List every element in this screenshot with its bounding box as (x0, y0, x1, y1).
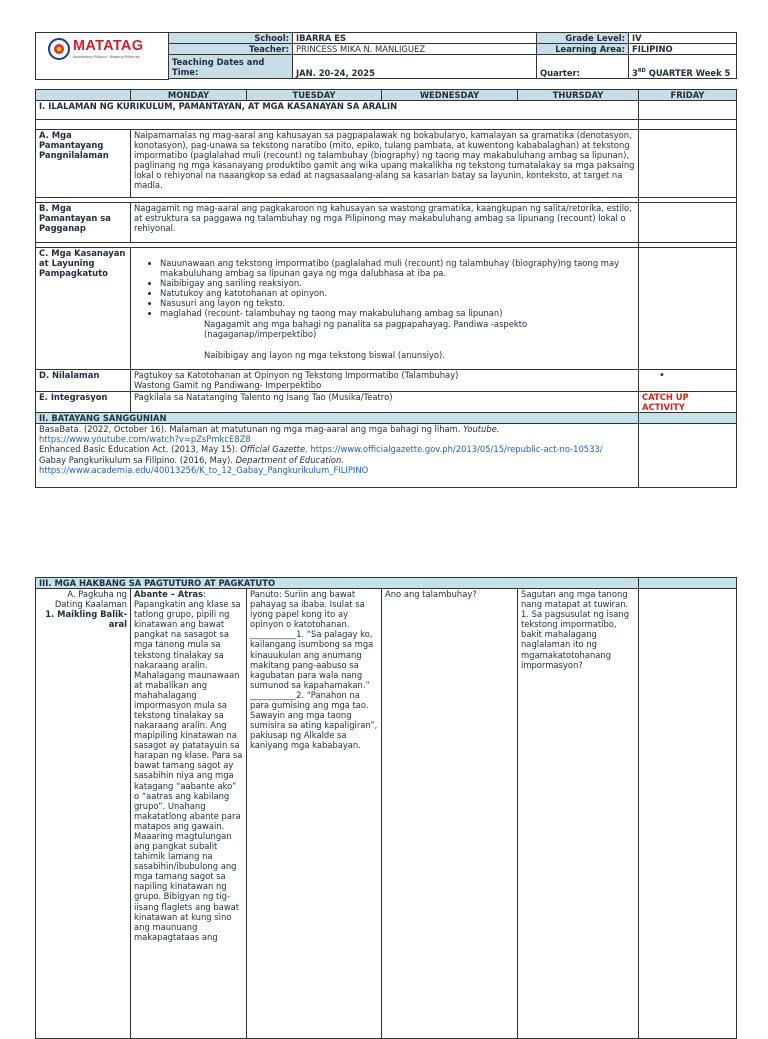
quarter-value: 3RD QUARTER Week 5 (629, 55, 737, 79)
monday-activity (131, 589, 247, 1039)
catch-up-activity: CATCH UP ACTIVITY (639, 392, 737, 413)
activity-text: : Papangkatin ang klase sa tatlong grupo, pipili ng kinatawan ang bawat pangkat na sasagot sa mga tanong mula sa tekstong tinalakay sa nakaraang aralin. Mahalagang maunawaan at mabalikan ang mahahalagang impormasyon mula sa tekstong tinalakay sa nakaraang aralin. Ang mapipiling kinatawan na sasagot ay patatayuin sa harapan ng klase. Para sa bawat tamang sagot ay sasabihin niya ang mga katagang “aabante ako” o “aatras ang kabilang grupo”. Unahang makatatlong abante para matapos ang gawain. Maaaring magtulungan ang pangkat subalit tahimik lamang na sasabihin/ibubulong ang mga tamang sagot sa napiling kinatawan ng grupo. Bibigyan ng tig-iisang flaglets ang bawat kinatawan at kung sino ang maunuang makapagtataas ang (134, 589, 243, 942)
content-line-1: Pagtukoy sa Katotohanan at Opinyon ng Tekstong Impormatibo (Talambuhay) (134, 370, 459, 381)
school-label: School: (169, 33, 293, 44)
learning-area-value: FILIPINO (629, 44, 737, 55)
short-review-label: 1. Maikling Balik-aral (45, 609, 127, 630)
activity-title: Abante – Atras (134, 589, 204, 600)
friday-cell (639, 578, 737, 589)
section-3-title: III. MGA HAKBANG SA PAGTUTURO AT PAGKATUTO (36, 578, 639, 589)
reference-1-link[interactable]: https://www.youtube.com/watch?v=pZsPmkcE8Z8 (39, 434, 251, 445)
day-header-monday: MONDAY (131, 90, 247, 101)
competency-sub-1: Nagagamit ang mga bahagi ng panalita sa pagpapahayag. Pandiwa -aspekto (nagaganap/imperpektibo) (204, 318, 528, 339)
friday-cell (639, 413, 737, 424)
quarter-label: Quarter: (537, 55, 629, 79)
reference-2: Enhanced Basic Education Act. (2013, May 15). Official Gazette. https://www.officialgazette.gov.ph/2013/05/15/republic-act-no-10533/ (39, 444, 603, 455)
logo-cell (35, 32, 169, 80)
friday-cell (639, 203, 737, 243)
learning-competencies-label: C. Mga Kasanayan at Layuning Pampagkatuto (36, 248, 131, 370)
friday-cell (639, 101, 737, 120)
instructions: Sagutan ang mga tanong nang matapat at tuwiran. (521, 589, 629, 610)
list-item: • Nasusuri ang layon ng teksto. (160, 298, 635, 308)
bullet: • (659, 370, 665, 382)
list-item: • Natutukoy ang katotohanan at opinyon. (160, 288, 635, 298)
thursday-activity (518, 589, 639, 1039)
wednesday-activity (382, 589, 518, 1039)
teacher-label: Teacher: (169, 44, 293, 55)
teaching-steps-table (35, 577, 737, 1039)
friday-cell (639, 589, 737, 1039)
day-header-thursday: THURSDAY (518, 90, 639, 101)
references-cell (36, 424, 639, 488)
friday-cell (639, 424, 737, 488)
day-header-tuesday: TUESDAY (247, 90, 382, 101)
friday-cell (639, 130, 737, 198)
instructions: Panuto: Suriin ang bawat pahayag sa ibaba. Isulat sa iyong papel kong ito ay opinyon o katotohanan. (250, 589, 365, 630)
header-info-table (168, 32, 737, 79)
spacer-row (36, 120, 639, 130)
grade-level-value: IV (629, 33, 737, 44)
learning-area-label: Learning Area: (537, 44, 629, 55)
teaching-dates-value: JAN. 20-24, 2025 (293, 55, 537, 79)
friday-cell (639, 120, 737, 130)
day-header-blank (36, 90, 131, 101)
question-item: 1. Sa pagsusulat ng isang tekstong impormatibo, bakit mahalagang naglalaman ito ng mgamakatotohanang impormasyon? (521, 609, 630, 670)
performance-standards-text: Nagagamit ng mag-aaral ang pagkakaroon ng kahusayan sa wastong gramatika, kaangkupan ng salita/retorika, estilo, at estruktura sa paggawa ng talambuhay ng mga Pilipinong may makabuluhang ambag sa lipunang (recount) lokal o rehiyonal. (131, 203, 639, 243)
section-2-title: II. BATAYANG SANGGUNIAN (36, 413, 639, 424)
content-line-2: Wastong Gamit ng Pandiwang- Imperpektibo (134, 380, 322, 391)
deped-seal-icon (48, 38, 70, 60)
integration-text: Pagkilala sa Natatanging Talento ng Isang Tao (Musika/Teatro) (131, 392, 639, 413)
content-standards-text: Naipamamalas ng mag-aaral ang kahusayan sa pagpapalawak ng bokabularyo, kamalayan sa gramatika (denotasyon, konotasyon), pag-unawa sa tekstong naratibo (mito, epiko, tulang pambata, at kuwentong kababalaghan) at tekstong impormatibo (paglalahad muli (recount) ng talambuhay (biography) ng taong may makabuluhang ambag sa lipunan), paglinang ng mga kasanayang produktibo gamit ang wika upang makalikha ng tekstong tumatalakay sa mga paksaing lokal o rehiyonal na naaangkop sa edad at nagsasaalang-alang sa kasarian batay sa layunin, konteksto, at target na madla. (131, 130, 639, 198)
teaching-dates-label: Teaching Dates and Time: (169, 55, 293, 79)
question-item: ___________2. “Panahon na para gumising ang mga tao. Sawayin ang mga taong sumisira sa ating kapaligiran”, pakiusap ng Alkalde sa kaniyang mga kababayan. (250, 689, 378, 751)
tuesday-activity (247, 589, 382, 1039)
teacher-value: PRINCESS MIKA N. MANLIGUEZ (293, 44, 537, 55)
lesson-plan-table (35, 89, 737, 488)
learning-competencies-cell (131, 248, 639, 370)
list-item: • maglahad (recount- talambuhay ng taong may makabuluhang ambag sa lipunan) (160, 308, 635, 318)
school-value: IBARRA ES (293, 33, 537, 44)
reference-2-link[interactable]: https://www.officialgazette.gov.ph/2013/05/15/republic-act-no-10533/ (310, 444, 603, 455)
reference-3-link[interactable]: https://www.academia.edu/40013256/K_to_12_Gabay_Pangkurikulum_FILIPINO (39, 464, 369, 475)
day-header-friday: FRIDAY (639, 90, 737, 101)
integration-label: E. Integrasyon (36, 392, 131, 413)
day-header-wednesday: WEDNESDAY (382, 90, 518, 101)
activity-label-cell (36, 589, 131, 1039)
friday-content-cell (639, 370, 737, 392)
question-item: ___________1. “Sa palagay ko, kailangang isumbong sa mga kinauukulan ang anumang makitang pang-aabuso sa kagubatan para wala nang sumunod sa kapahamakan.” (250, 629, 374, 690)
list-item: • Naibibigay ang sariling reaksiyon. (160, 278, 635, 288)
friday-cell (639, 248, 737, 370)
reference-1: BasaBata. (2022, October 16). Malaman at matutunan ng mga mag-aaral ang mga bahagi ng liham. Youtube. (39, 424, 500, 435)
competencies-list (134, 258, 635, 318)
grade-level-label: Grade Level: (537, 33, 629, 44)
logo-text: MATATAG (73, 38, 144, 54)
list-item: • Nauunawaan ang tekstong impormatibo (paglalahad muli (recount) ng talambuhay (biography)ng taong may makabuluhang ambag sa lipunan gaya ng mga dalubhasa at iba pa. (160, 258, 635, 278)
reference-3: Gabay Pangkurikulum sa Filipino. (2016, May). Department of Education. (39, 454, 344, 465)
content-label: D. Nilalaman (36, 370, 131, 392)
logo-subtext: Kalakalang Pilipino · Bagong Pilipinas (73, 55, 140, 59)
performance-standards-label: B. Mga Pamantayan sa Pagganap (36, 203, 131, 243)
competency-sub-2: Naibibigay ang layon ng mga tekstong biswal (anunsiyo). (204, 349, 445, 360)
prior-knowledge-label: A. Pagkuha ng Dating Kaalaman (54, 589, 127, 610)
content-standards-label: A. Mga Pamantayang Pangnilalaman (36, 130, 131, 198)
content-text (131, 370, 639, 392)
question-text: Ano ang talambuhay? (385, 589, 477, 600)
section-1-title: I. ILALAMAN NG KURIKULUM, PAMANTAYAN, AT MGA KASANAYAN SA ARALIN (36, 101, 639, 120)
